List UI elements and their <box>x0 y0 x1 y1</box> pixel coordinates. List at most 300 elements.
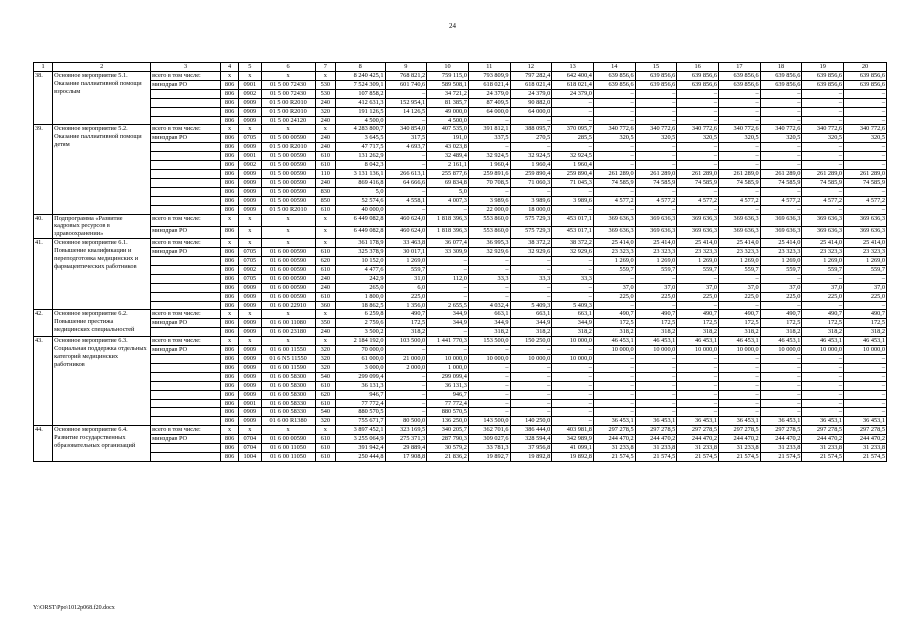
amount-cell: – <box>802 399 844 408</box>
amount-cell: – <box>635 390 677 399</box>
amount-cell: 32 489,4 <box>427 152 469 161</box>
amount-cell: 1 960,4 <box>468 161 510 170</box>
amount-cell: – <box>468 187 510 196</box>
amount-cell: 639 856,6 <box>593 72 635 81</box>
funding-source <box>151 116 221 125</box>
budget-code: 0909 <box>239 363 262 372</box>
funding-source <box>151 390 221 399</box>
amount-cell: 74 585,9 <box>635 178 677 187</box>
amount-cell: 261 289,0 <box>844 169 887 178</box>
amount-cell: 8 240 425,1 <box>335 72 385 81</box>
amount-cell: 37,0 <box>844 283 887 292</box>
amount-cell: 5,0 <box>427 187 469 196</box>
amount-cell: 77 772,4 <box>427 399 469 408</box>
amount-cell: – <box>510 116 552 125</box>
amount-cell: 69 834,8 <box>427 178 469 187</box>
amount-cell: – <box>844 143 887 152</box>
row-number: 38. <box>34 72 53 125</box>
budget-code: 0909 <box>239 301 262 310</box>
amount-cell: 47 717,5 <box>335 143 385 152</box>
budget-code: 610 <box>315 152 335 161</box>
amount-cell: 4 007,3 <box>427 196 469 205</box>
budget-code: х <box>221 426 239 435</box>
budget-code: 0909 <box>239 408 262 417</box>
amount-cell: 1 269,0 <box>760 257 802 266</box>
amount-cell: – <box>677 152 719 161</box>
budget-code: 01 5 00 00590 <box>261 178 315 187</box>
amount-cell: 36 453,1 <box>677 417 719 426</box>
amount-cell: – <box>802 301 844 310</box>
amount-cell: – <box>593 89 635 98</box>
amount-cell: 369 636,3 <box>635 226 677 238</box>
amount-cell: – <box>844 152 887 161</box>
amount-cell: – <box>593 399 635 408</box>
budget-code: 540 <box>315 408 335 417</box>
amount-cell: 369 636,3 <box>635 214 677 226</box>
budget-code: 240 <box>315 178 335 187</box>
amount-cell: – <box>385 152 427 161</box>
amount-cell: 1 356,0 <box>385 301 427 310</box>
column-number: 15 <box>635 63 677 72</box>
amount-cell: – <box>760 187 802 196</box>
budget-code: 610 <box>315 248 335 257</box>
funding-source <box>151 301 221 310</box>
amount-cell: – <box>677 98 719 107</box>
funding-source <box>151 143 221 152</box>
amount-cell: 30 579,2 <box>427 444 469 453</box>
budget-code: 320 <box>315 363 335 372</box>
amount-cell: 3 000,0 <box>335 363 385 372</box>
budget-code: 240 <box>315 328 335 337</box>
budget-code: 0705 <box>239 248 262 257</box>
funding-source <box>151 328 221 337</box>
amount-cell: – <box>552 346 594 355</box>
budget-code: 806 <box>221 248 239 257</box>
amount-cell: – <box>593 187 635 196</box>
amount-cell: – <box>719 274 761 283</box>
amount-cell: – <box>510 399 552 408</box>
amount-cell: 369 636,3 <box>719 214 761 226</box>
table-row <box>34 196 887 205</box>
amount-cell: – <box>844 116 887 125</box>
amount-cell: 1 269,0 <box>802 257 844 266</box>
amount-cell: – <box>760 89 802 98</box>
amount-cell: – <box>760 274 802 283</box>
amount-cell: 1 269,0 <box>677 257 719 266</box>
amount-cell: 71 045,3 <box>552 178 594 187</box>
amount-cell: – <box>760 116 802 125</box>
budget-code: 01 6 00 00590 <box>261 248 315 257</box>
amount-cell: 297 278,5 <box>593 426 635 435</box>
amount-cell: – <box>844 107 887 116</box>
funding-source <box>151 363 221 372</box>
amount-cell: – <box>635 274 677 283</box>
amount-cell: 797 282,4 <box>510 72 552 81</box>
amount-cell: 946,7 <box>427 390 469 399</box>
amount-cell: 19 892,8 <box>510 452 552 461</box>
amount-cell: 460 624,0 <box>385 214 427 226</box>
budget-code: 0909 <box>239 292 262 301</box>
amount-cell: – <box>760 301 802 310</box>
budget-code: 620 <box>315 390 335 399</box>
table-row <box>34 328 887 337</box>
amount-cell: 64 000,0 <box>510 107 552 116</box>
amount-cell: – <box>844 390 887 399</box>
amount-cell: 10 152,0 <box>335 257 385 266</box>
amount-cell: – <box>552 265 594 274</box>
amount-cell: 74 585,9 <box>593 178 635 187</box>
amount-cell: – <box>468 292 510 301</box>
budget-code: 240 <box>315 143 335 152</box>
amount-cell: 369 636,3 <box>844 214 887 226</box>
table-row <box>34 426 887 435</box>
amount-cell: 320,5 <box>802 134 844 143</box>
amount-cell: 21 836,2 <box>427 452 469 461</box>
amount-cell: 261 289,0 <box>760 169 802 178</box>
amount-cell: – <box>510 292 552 301</box>
amount-cell: 172,5 <box>635 319 677 328</box>
budget-code: х <box>239 214 262 226</box>
amount-cell: 4 577,2 <box>677 196 719 205</box>
budget-code: 806 <box>221 346 239 355</box>
amount-cell: 23 323,3 <box>719 248 761 257</box>
amount-cell: 759 115,0 <box>427 72 469 81</box>
amount-cell: 639 856,6 <box>760 80 802 89</box>
amount-cell: 601 740,6 <box>385 80 427 89</box>
amount-cell: – <box>593 143 635 152</box>
amount-cell: 265,0 <box>335 283 385 292</box>
budget-code: х <box>221 310 239 319</box>
amount-cell: 10 000,0 <box>844 346 887 355</box>
amount-cell: 31 233,8 <box>593 444 635 453</box>
amount-cell: – <box>552 205 594 214</box>
amount-cell: 24 379,0 <box>552 89 594 98</box>
budget-code: 806 <box>221 143 239 152</box>
amount-cell: 244 470,2 <box>844 435 887 444</box>
amount-cell: 64 666,6 <box>385 178 427 187</box>
amount-cell: 318,2 <box>677 328 719 337</box>
amount-cell: 21 574,5 <box>844 452 887 461</box>
amount-cell: – <box>635 89 677 98</box>
amount-cell: – <box>385 346 427 355</box>
amount-cell: – <box>802 89 844 98</box>
amount-cell: – <box>677 390 719 399</box>
budget-code: 806 <box>221 169 239 178</box>
amount-cell: 90 882,0 <box>510 98 552 107</box>
budget-table <box>33 62 887 462</box>
budget-code: х <box>315 426 335 435</box>
amount-cell: – <box>635 301 677 310</box>
amount-cell: 31 233,8 <box>677 444 719 453</box>
amount-cell: – <box>552 408 594 417</box>
budget-code: 806 <box>221 390 239 399</box>
budget-code: 0909 <box>239 355 262 364</box>
amount-cell: 74 585,9 <box>677 178 719 187</box>
budget-code: х <box>221 214 239 226</box>
amount-cell: 318,2 <box>593 328 635 337</box>
amount-cell: – <box>635 161 677 170</box>
amount-cell: 3 131 136,1 <box>335 169 385 178</box>
amount-cell: 575 729,3 <box>510 214 552 226</box>
amount-cell: 869 416,8 <box>335 178 385 187</box>
amount-cell: – <box>677 399 719 408</box>
amount-cell: 1 269,0 <box>719 257 761 266</box>
table-row <box>34 363 887 372</box>
budget-code: 0909 <box>239 98 262 107</box>
amount-cell: – <box>802 107 844 116</box>
budget-code: 806 <box>221 89 239 98</box>
amount-cell: – <box>427 265 469 274</box>
amount-cell: – <box>719 408 761 417</box>
funding-source: всего в том числе: <box>151 214 221 226</box>
amount-cell: – <box>635 116 677 125</box>
budget-code: 0901 <box>239 80 262 89</box>
table-row <box>34 399 887 408</box>
amount-cell: 642 400,4 <box>552 72 594 81</box>
amount-cell: 369 636,3 <box>760 214 802 226</box>
budget-code: 01 6 00 22910 <box>261 301 315 310</box>
amount-cell: 25 414,0 <box>760 239 802 248</box>
amount-cell: – <box>760 98 802 107</box>
budget-code: 0705 <box>239 274 262 283</box>
amount-cell: – <box>635 187 677 196</box>
amount-cell: 255 877,6 <box>427 169 469 178</box>
amount-cell: 318,2 <box>468 328 510 337</box>
amount-cell: 618 021,4 <box>552 80 594 89</box>
table-row <box>34 408 887 417</box>
amount-cell: – <box>802 187 844 196</box>
amount-cell: 70 708,5 <box>468 178 510 187</box>
budget-code: 0909 <box>239 143 262 152</box>
amount-cell: 10 000,0 <box>510 355 552 364</box>
amount-cell: 259 891,6 <box>468 169 510 178</box>
amount-cell: 297 278,5 <box>802 426 844 435</box>
budget-code: 806 <box>221 274 239 283</box>
amount-cell: 320,5 <box>677 134 719 143</box>
table-row <box>34 319 887 328</box>
amount-cell: 140 250,0 <box>510 417 552 426</box>
amount-cell: – <box>719 187 761 196</box>
amount-cell: 369 636,3 <box>802 226 844 238</box>
amount-cell: 23 323,3 <box>635 248 677 257</box>
budget-code: 320 <box>315 417 335 426</box>
amount-cell: 32 929,6 <box>552 248 594 257</box>
funding-source <box>151 372 221 381</box>
amount-cell: 4 577,2 <box>760 196 802 205</box>
measure-name: Основное мероприятие 6.1. Повышение квалификации и переподготовка медицинских и фармацевтических работников <box>53 239 151 310</box>
amount-cell: 6,0 <box>385 283 427 292</box>
budget-code: 01 5 00 00590 <box>261 196 315 205</box>
amount-cell: – <box>719 107 761 116</box>
page-number: 24 <box>449 22 456 30</box>
column-number: 5 <box>239 63 262 72</box>
amount-cell: 25 414,0 <box>844 239 887 248</box>
amount-cell: 287 790,3 <box>427 435 469 444</box>
amount-cell: 768 821,2 <box>385 72 427 81</box>
column-number: 14 <box>593 63 635 72</box>
amount-cell: – <box>510 381 552 390</box>
amount-cell: – <box>635 372 677 381</box>
amount-cell: – <box>593 390 635 399</box>
amount-cell: 6 449 082,8 <box>335 226 385 238</box>
amount-cell: – <box>802 143 844 152</box>
amount-cell: 340 772,6 <box>760 125 802 134</box>
column-number: 17 <box>719 63 761 72</box>
amount-cell: 136 250,0 <box>427 417 469 426</box>
amount-cell: 22 000,0 <box>468 205 510 214</box>
amount-cell: – <box>635 98 677 107</box>
amount-cell: 36 453,1 <box>802 417 844 426</box>
budget-code: х <box>315 214 335 226</box>
amount-cell: 10 000,0 <box>635 346 677 355</box>
budget-code: 610 <box>315 444 335 453</box>
budget-code: 0909 <box>239 328 262 337</box>
amount-cell: 36 131,3 <box>427 381 469 390</box>
table-row <box>34 134 887 143</box>
funding-source: минздрав РО <box>151 319 221 328</box>
amount-cell: 559,7 <box>719 265 761 274</box>
amount-cell: – <box>760 363 802 372</box>
budget-code: х <box>221 125 239 134</box>
amount-cell: – <box>802 355 844 364</box>
amount-cell: – <box>593 274 635 283</box>
amount-cell: 490,7 <box>593 310 635 319</box>
amount-cell: 36 453,1 <box>593 417 635 426</box>
budget-code: 320 <box>315 107 335 116</box>
amount-cell: 33,3 <box>552 274 594 283</box>
budget-code: х <box>261 426 315 435</box>
amount-cell: 344,9 <box>510 319 552 328</box>
funding-source <box>151 89 221 98</box>
amount-cell: – <box>427 283 469 292</box>
amount-cell: 344,9 <box>468 319 510 328</box>
budget-code: 01 6 00 00590 <box>261 435 315 444</box>
amount-cell: – <box>593 205 635 214</box>
amount-cell: 46 453,1 <box>719 337 761 346</box>
amount-cell: 559,7 <box>760 265 802 274</box>
amount-cell: 320,5 <box>760 134 802 143</box>
budget-code: 806 <box>221 257 239 266</box>
funding-source: минздрав РО <box>151 226 221 238</box>
amount-cell: – <box>677 355 719 364</box>
budget-code: 01 6 00 00590 <box>261 265 315 274</box>
table-row <box>34 178 887 187</box>
amount-cell: 5 409,3 <box>510 301 552 310</box>
amount-cell: 17 908,8 <box>385 452 427 461</box>
budget-code: 01 6 00 11550 <box>261 346 315 355</box>
amount-cell: 880 570,5 <box>427 408 469 417</box>
amount-cell: – <box>760 107 802 116</box>
budget-code: 01 6 00 11590 <box>261 363 315 372</box>
amount-cell: 37,0 <box>802 283 844 292</box>
budget-code: 240 <box>315 134 335 143</box>
amount-cell: 344,9 <box>427 319 469 328</box>
amount-cell: 369 636,3 <box>844 226 887 238</box>
amount-cell: – <box>593 152 635 161</box>
budget-code: 806 <box>221 435 239 444</box>
budget-code: 806 <box>221 107 239 116</box>
amount-cell: – <box>844 274 887 283</box>
amount-cell: 4 577,2 <box>593 196 635 205</box>
amount-cell: – <box>802 98 844 107</box>
amount-cell: 46 453,1 <box>760 337 802 346</box>
column-number: 9 <box>385 63 427 72</box>
funding-source: всего в том числе: <box>151 310 221 319</box>
funding-source <box>151 408 221 417</box>
amount-cell: 490,7 <box>385 310 427 319</box>
amount-cell: 225,0 <box>593 292 635 301</box>
amount-cell: 4 558,1 <box>385 196 427 205</box>
amount-cell: – <box>760 143 802 152</box>
amount-cell: – <box>719 355 761 364</box>
amount-cell: 297 278,5 <box>635 426 677 435</box>
amount-cell: 153 500,0 <box>468 337 510 346</box>
amount-cell: – <box>760 399 802 408</box>
funding-source <box>151 265 221 274</box>
amount-cell: 297 278,5 <box>844 426 887 435</box>
amount-cell: – <box>802 116 844 125</box>
amount-cell: 266 613,1 <box>385 169 427 178</box>
funding-source <box>151 107 221 116</box>
budget-code: 620 <box>315 257 335 266</box>
column-number: 16 <box>677 63 719 72</box>
budget-code: 0705 <box>239 134 262 143</box>
amount-cell: 340 772,6 <box>802 125 844 134</box>
amount-cell: – <box>844 363 887 372</box>
amount-cell: 639 856,6 <box>802 72 844 81</box>
amount-cell: 244 470,2 <box>802 435 844 444</box>
amount-cell: – <box>510 187 552 196</box>
funding-source <box>151 205 221 214</box>
amount-cell: – <box>552 399 594 408</box>
amount-cell: 2 000,0 <box>385 363 427 372</box>
amount-cell: 244 470,2 <box>760 435 802 444</box>
amount-cell: 369 636,3 <box>677 226 719 238</box>
budget-code: 01 6 00 58330 <box>261 408 315 417</box>
amount-cell: – <box>510 143 552 152</box>
amount-cell: 8 042,3 <box>335 161 385 170</box>
column-number: 18 <box>760 63 802 72</box>
amount-cell: 261 289,0 <box>802 169 844 178</box>
amount-cell: 755 671,7 <box>335 417 385 426</box>
amount-cell: 275 371,3 <box>385 435 427 444</box>
amount-cell: 3 897 452,1 <box>335 426 385 435</box>
amount-cell: 172,5 <box>844 319 887 328</box>
table-row <box>34 435 887 444</box>
table-row <box>34 169 887 178</box>
amount-cell: 172,5 <box>719 319 761 328</box>
amount-cell: 337,5 <box>468 134 510 143</box>
funding-source: минздрав РО <box>151 435 221 444</box>
budget-code: 806 <box>221 187 239 196</box>
amount-cell: 369 636,3 <box>802 214 844 226</box>
budget-code: 01 6 00 R1380 <box>261 417 315 426</box>
amount-cell: 52 574,6 <box>335 196 385 205</box>
budget-code: х <box>315 125 335 134</box>
amount-cell: 21 574,5 <box>802 452 844 461</box>
amount-cell: 3 989,6 <box>510 196 552 205</box>
budget-code: 320 <box>315 346 335 355</box>
amount-cell: 261 289,0 <box>593 169 635 178</box>
funding-source <box>151 355 221 364</box>
table-row <box>34 143 887 152</box>
amount-cell: 25 414,0 <box>635 239 677 248</box>
amount-cell: – <box>760 390 802 399</box>
funding-source: всего в том числе: <box>151 426 221 435</box>
amount-cell: – <box>635 205 677 214</box>
table-row <box>34 310 887 319</box>
budget-code: х <box>239 226 262 238</box>
